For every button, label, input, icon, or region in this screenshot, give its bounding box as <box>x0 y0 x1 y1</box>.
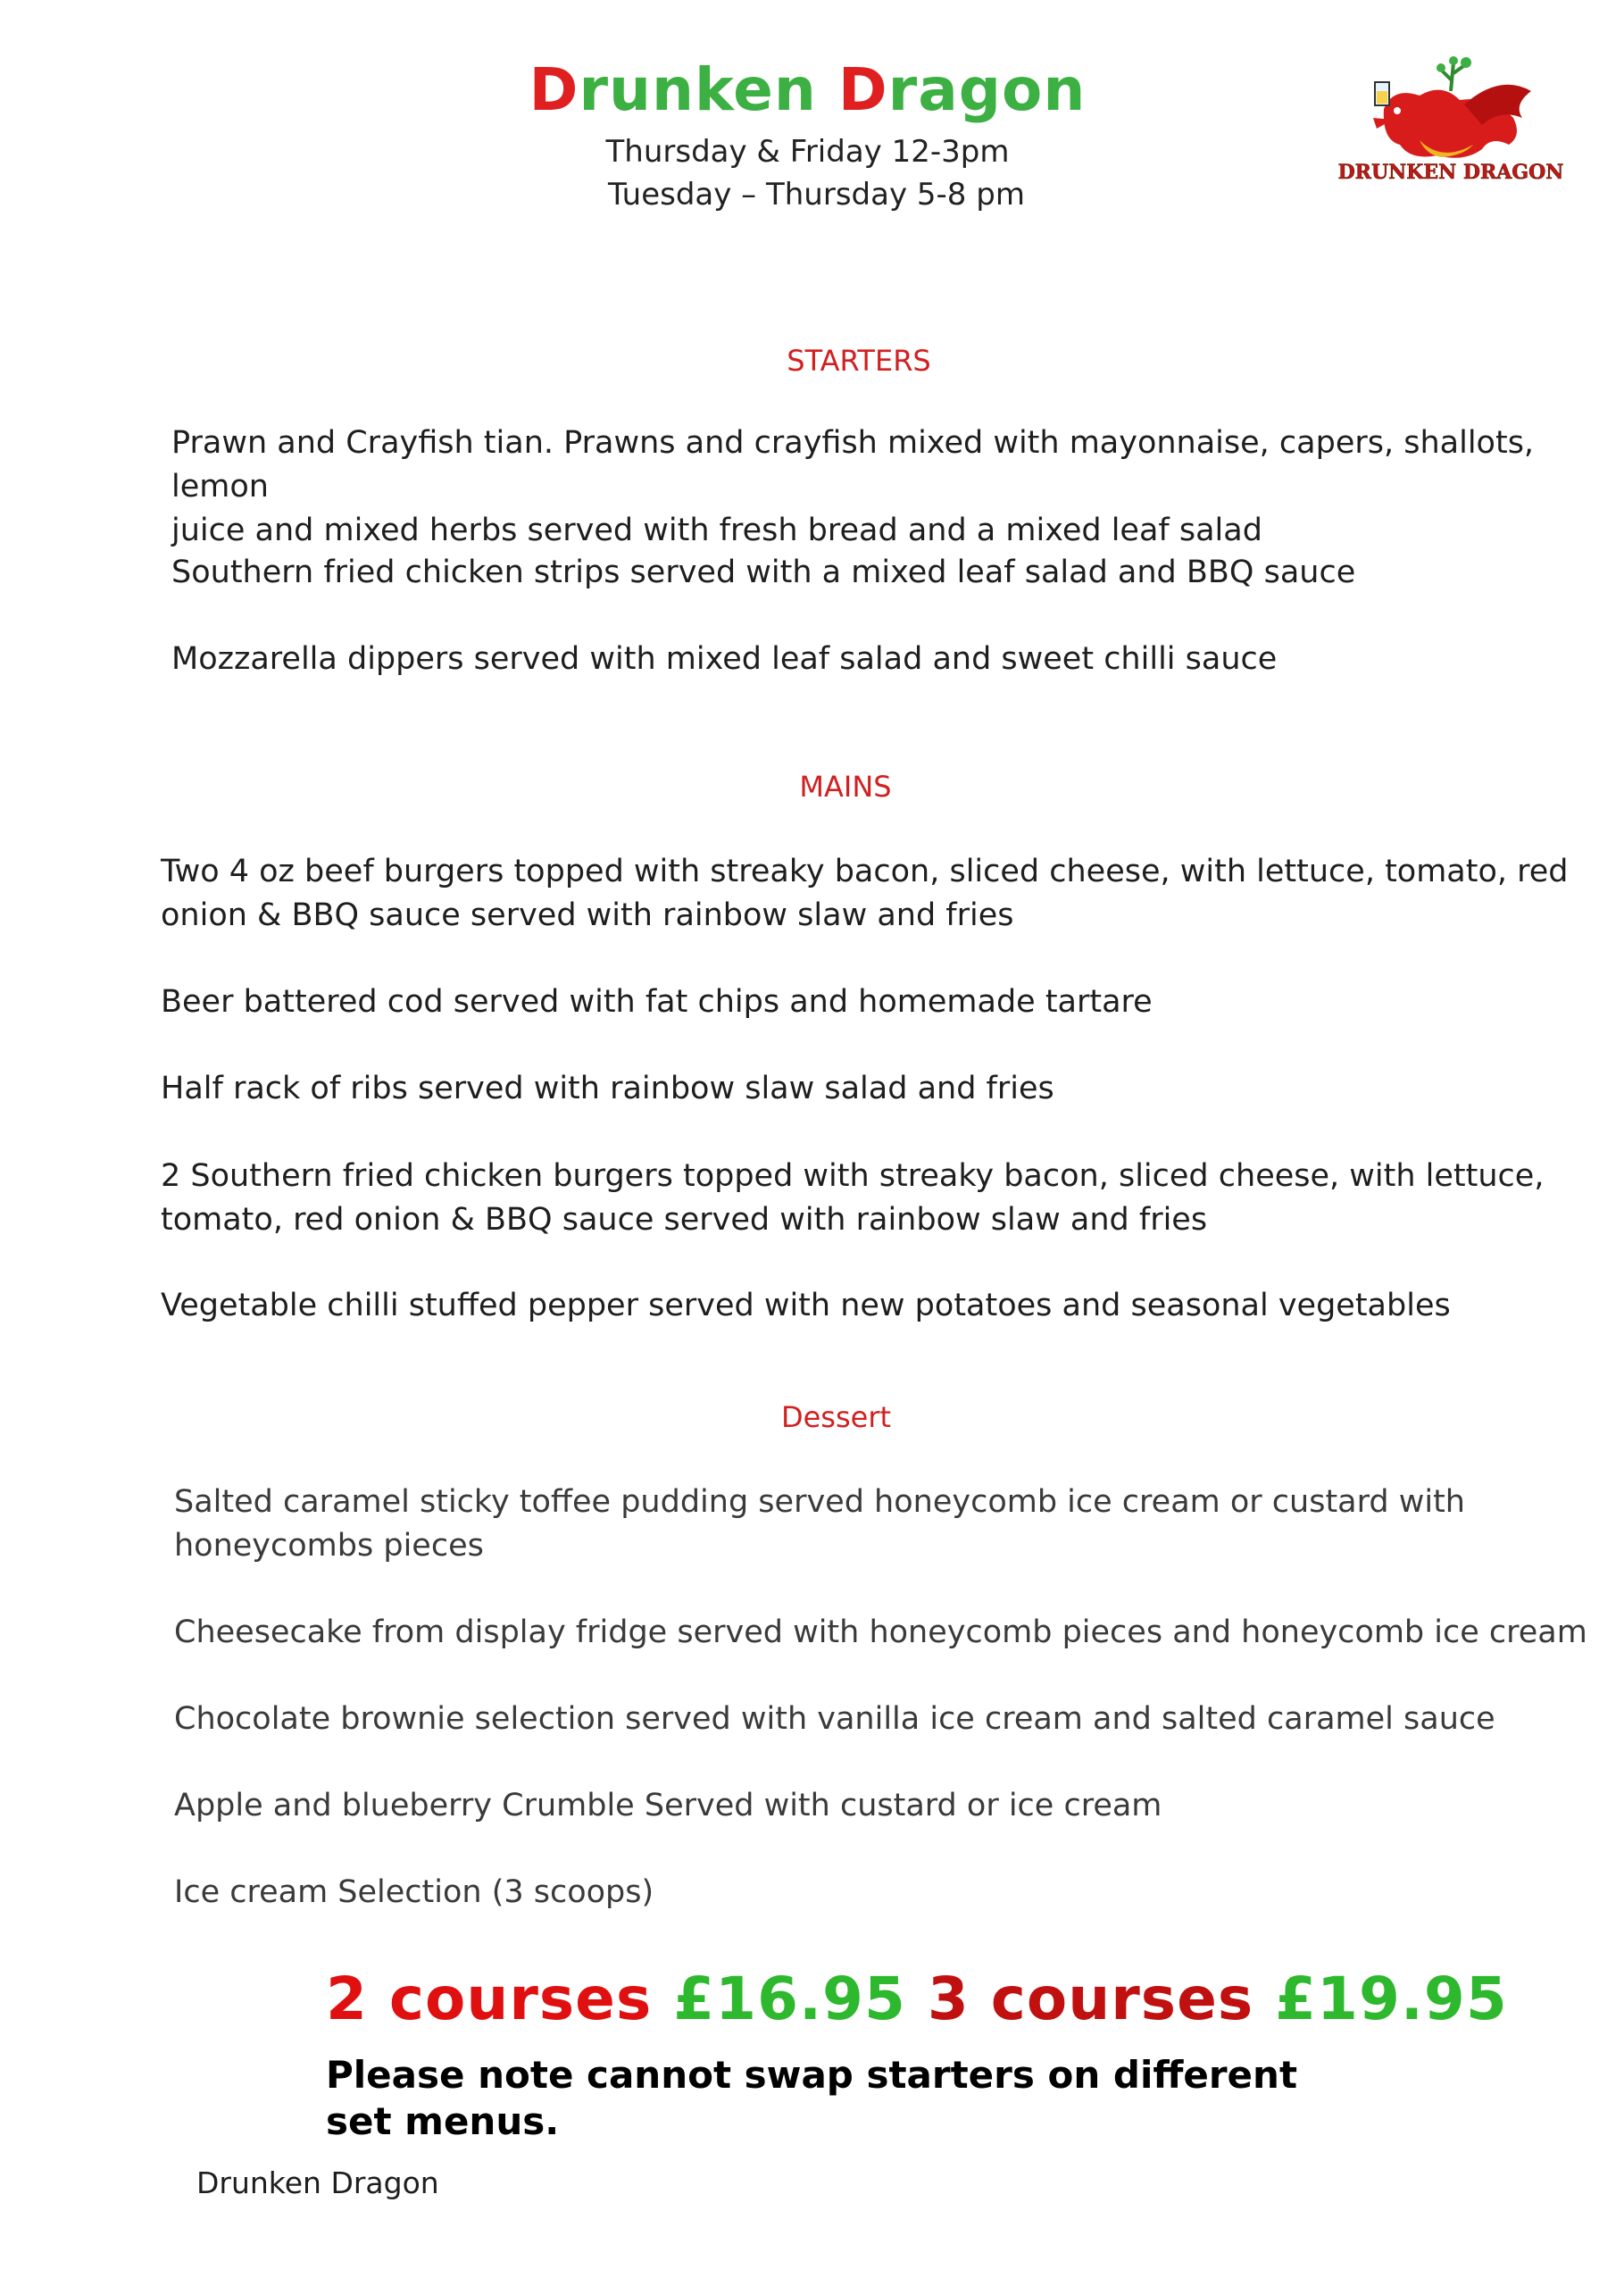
main-item-1 <box>161 850 1569 938</box>
dessert-item-3: Chocolate brownie selection served with vanilla ice cream and salted caramel sauce <box>174 1701 1495 1737</box>
starter-item-1 <box>171 421 1615 553</box>
main-item-4-line-2: tomato, red onion & BBQ sauce served with rainbow slaw and fries <box>161 1202 1208 1238</box>
starter-item-3: Mozzarella dippers served with mixed leaf salad and sweet chilli sauce <box>171 641 1278 677</box>
dessert-item-2: Cheesecake from display fridge served with honeycomb pieces and honeycomb ice cream <box>174 1614 1587 1650</box>
main-item-4-line-1: 2 Southern fried chicken burgers topped with streaky bacon, sliced cheese, with lettuce, <box>161 1158 1545 1194</box>
main-item-2: Beer battered cod served with fat chips and homemade tartare <box>161 984 1153 1020</box>
logo-text: DRUNKEN DRAGON <box>1337 161 1564 184</box>
main-item-1-line-2: onion & BBQ sauce served with rainbow slaw and fries <box>161 897 1014 933</box>
mains-heading: MAINS <box>799 770 892 804</box>
main-item-3: Half rack of ribs served with rainbow slaw salad and fries <box>161 1071 1054 1106</box>
starter-item-1-line-2: juice and mixed herbs served with fresh bread and a mixed leaf salad <box>171 513 1262 548</box>
title-part-ragon: ragon <box>887 55 1087 124</box>
title-part-runken: runken <box>579 55 838 124</box>
main-item-4 <box>161 1155 1544 1242</box>
main-item-5: Vegetable chilli stuffed pepper served with new potatoes and seasonal vegetables <box>161 1288 1451 1323</box>
dragon-logo-icon <box>1337 55 1564 189</box>
desserts-heading: Dessert <box>780 1400 892 1434</box>
starter-item-1-line-1: Prawn and Crayfish tian. Prawns and crayfish mixed with mayonnaise, capers, shallots, lemon <box>171 425 1535 505</box>
dessert-item-5: Ice cream Selection (3 scoops) <box>174 1874 654 1910</box>
two-courses-label: 2 courses <box>326 1965 674 2033</box>
dessert-item-1 <box>174 1481 1465 1568</box>
starters-heading: STARTERS <box>787 344 931 378</box>
price-line <box>326 1965 1508 2033</box>
main-item-1-line-1: Two 4 oz beef burgers topped with streaky bacon, sliced cheese, with lettuce, tomato, red <box>161 854 1569 889</box>
dessert-item-1-line-2: honeycombs pieces <box>174 1528 484 1564</box>
title-letter-d1: D <box>529 55 579 124</box>
hours-line-1: Thursday & Friday 12-3pm <box>605 134 1010 170</box>
dessert-item-4: Apple and blueberry Crumble Served with custard or ice cream <box>174 1788 1162 1823</box>
three-courses-price: £19.95 <box>1275 1965 1508 2033</box>
hours-line-2: Tuesday – Thursday 5-8 pm <box>608 177 1025 213</box>
footer-text: Drunken Dragon <box>196 2165 439 2200</box>
dessert-item-1-line-1: Salted caramel sticky toffee pudding served honeycomb ice cream or custard with <box>174 1484 1465 1520</box>
swap-note: Please note cannot swap starters on different set menus. <box>326 2053 1298 2143</box>
starter-item-2: Southern fried chicken strips served with a mixed leaf salad and BBQ sauce <box>171 555 1356 590</box>
title-letter-d2: D <box>837 55 888 124</box>
two-courses-price: £16.95 <box>673 1965 906 2033</box>
dragon-logo <box>1337 55 1564 189</box>
three-courses-label: 3 courses <box>905 1965 1276 2033</box>
